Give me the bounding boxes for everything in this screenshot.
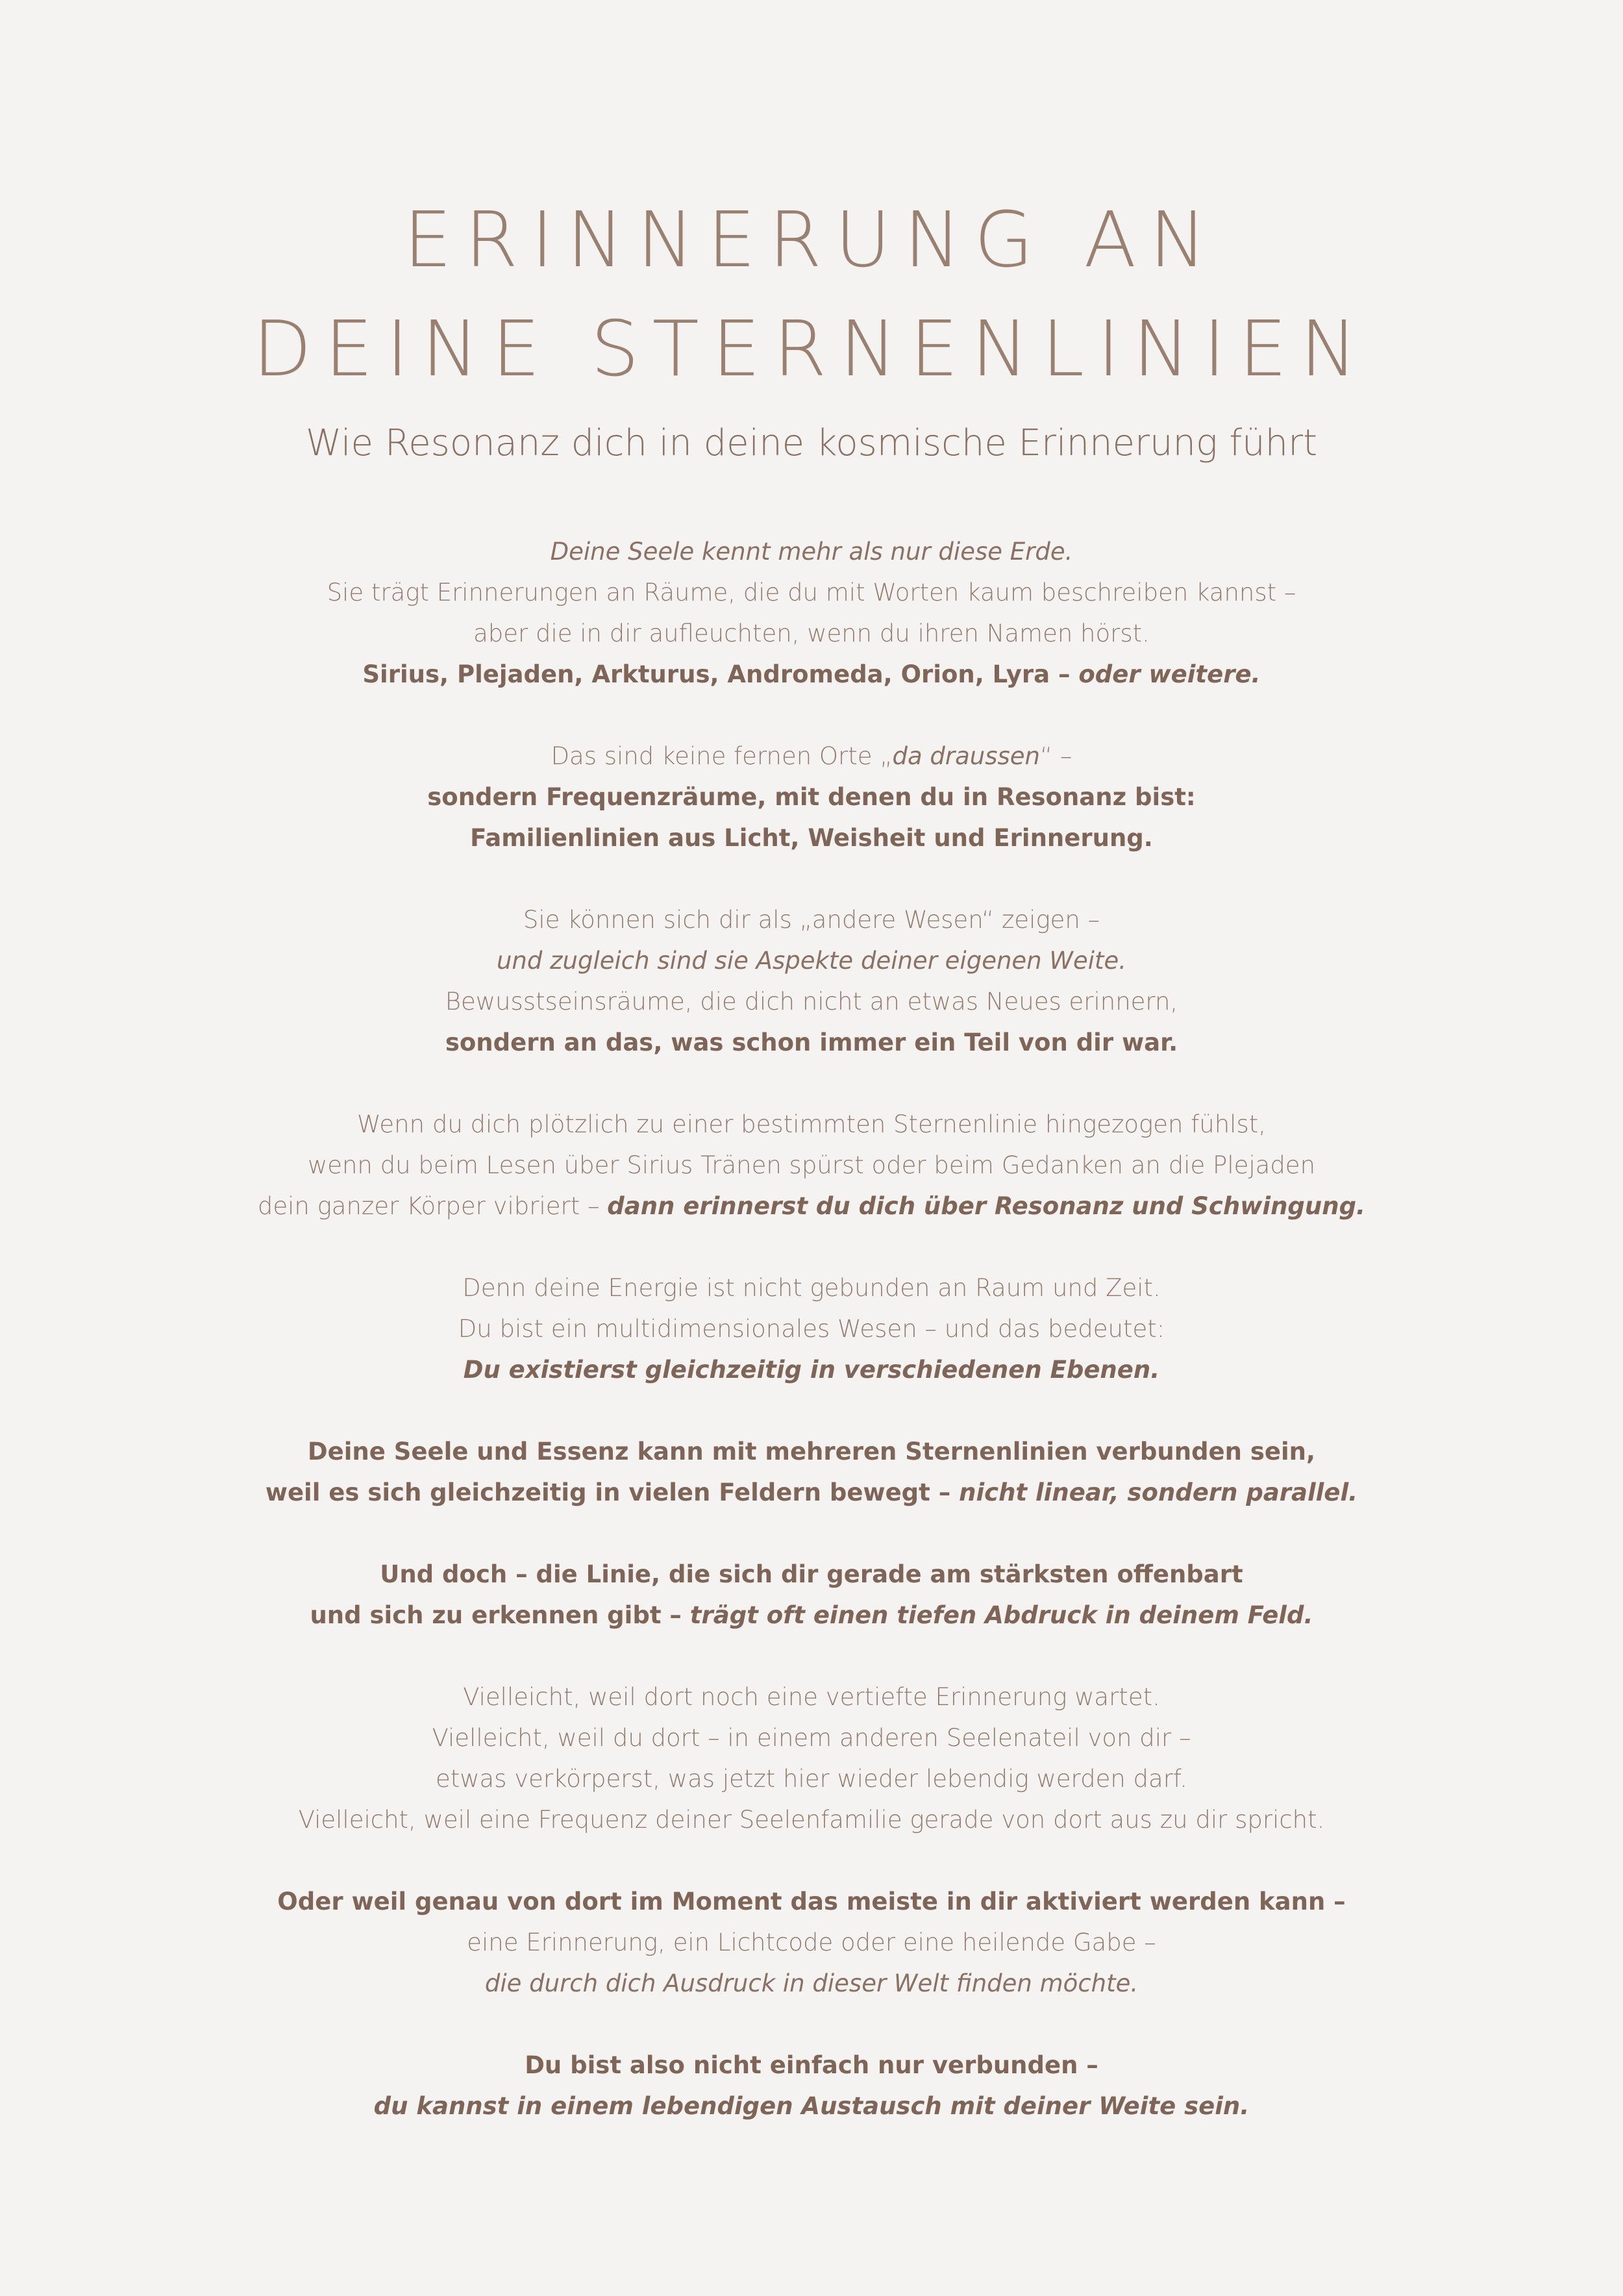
text-line	[0, 654, 1623, 695]
text-line	[0, 1717, 1623, 1758]
text-segment: sondern an das, was schon immer ein Teil von dir war.	[445, 1029, 1178, 1056]
paragraph	[0, 1431, 1623, 1513]
text-line	[0, 1963, 1623, 2004]
text-line	[0, 572, 1623, 613]
text-segment: aber die in dir aufleuchten, wenn du ihren Namen hörst.	[473, 619, 1150, 647]
text-segment: eine Erinnerung, ein Lichtcode oder eine heilende Gabe –	[467, 1928, 1156, 1956]
text-segment: Sie trägt Erinnerungen an Räume, die du mit Worten kaum beschreiben kannst –	[327, 579, 1296, 606]
text-segment: Vielleicht, weil dort noch eine vertiefte Erinnerung wartet.	[463, 1683, 1160, 1711]
title-line-2: DEINE STERNENLINIEN	[253, 304, 1370, 393]
text-segment: Vielleicht, weil du dort – in einem anderen Seelenateil von dir –	[432, 1724, 1191, 1752]
text-segment: Oder weil genau von dort im Moment das meiste in dir aktiviert werden kann –	[277, 1888, 1346, 1915]
paragraph	[0, 1267, 1623, 1390]
title-line-1: ERINNERUNG AN	[403, 195, 1220, 284]
paragraph-gap	[0, 1636, 1623, 1677]
paragraph-gap	[0, 1390, 1623, 1431]
text-line	[0, 899, 1623, 940]
page-subtitle: Wie Resonanz dich in deine kosmische Erinnerung führt	[305, 422, 1318, 464]
text-segment: Familienlinien aus Licht, Weisheit und Erinnerung.	[470, 824, 1153, 852]
text-line	[0, 777, 1623, 817]
paragraph	[0, 1677, 1623, 1840]
text-line	[0, 2045, 1623, 2086]
text-line	[0, 1308, 1623, 1349]
text-line	[0, 736, 1623, 777]
text-line	[0, 2086, 1623, 2127]
text-segment: nicht linear, sondern parallel.	[959, 1479, 1358, 1506]
text-segment: Sirius, Plejaden, Arkturus, Andromeda, Orion, Lyra –	[362, 660, 1079, 688]
paragraph-gap	[0, 1063, 1623, 1104]
text-segment: dein ganzer Körper vibriert –	[257, 1192, 608, 1220]
text-line	[0, 1799, 1623, 1840]
text-segment: die durch dich Ausdruck in dieser Welt finden möchte.	[484, 1969, 1139, 1997]
paragraph-gap	[0, 1227, 1623, 1267]
text-line	[0, 1104, 1623, 1145]
text-segment: Deine Seele kennt mehr als nur diese Erde.	[550, 538, 1073, 566]
text-line	[0, 1349, 1623, 1390]
text-segment: Du existierst gleichzeitig in verschiedenen Ebenen.	[463, 1356, 1160, 1384]
text-line	[0, 1677, 1623, 1717]
paragraph-gap	[0, 858, 1623, 899]
text-line	[0, 531, 1623, 572]
text-line	[0, 1022, 1623, 1063]
text-line	[0, 1758, 1623, 1799]
text-line	[0, 1595, 1623, 1636]
paragraph	[0, 1554, 1623, 1636]
text-line	[0, 1145, 1623, 1186]
text-line	[0, 1922, 1623, 1963]
text-segment: Das sind keine fernen Orte „	[551, 742, 893, 770]
text-segment: oder weitere.	[1078, 660, 1261, 688]
text-segment: Du bist also nicht einfach nur verbunden –	[525, 2051, 1098, 2079]
text-segment: wenn du beim Lesen über Sirius Tränen spürst oder beim Gedanken an die Plejaden	[307, 1151, 1316, 1179]
paragraph	[0, 1104, 1623, 1227]
text-segment: Wenn du dich plötzlich zu einer bestimmten Sternenlinie hingezogen fühlst,	[357, 1110, 1266, 1138]
text-line	[0, 981, 1623, 1022]
text-segment: trägt oft einen tiefen Abdruck in deinem Feld.	[689, 1601, 1313, 1629]
text-segment: Deine Seele und Essenz kann mit mehreren Sternenlinien verbunden sein,	[307, 1438, 1316, 1466]
page-title	[0, 185, 1623, 403]
paragraph	[0, 899, 1623, 1063]
paragraph-gap	[0, 695, 1623, 736]
text-segment: Sie können sich dir als „andere Wesen“ zeigen –	[523, 906, 1100, 934]
text-segment: Vielleicht, weil eine Frequenz deiner Seelenfamilie gerade von dort aus zu dir spricht.	[298, 1806, 1325, 1834]
text-segment: Bewusstseinsräume, die dich nicht an etwas Neues erinnern,	[445, 988, 1178, 1016]
text-line	[0, 940, 1623, 981]
text-segment: Du bist ein multidimensionales Wesen – und das bedeutet:	[458, 1315, 1165, 1343]
paragraph	[0, 1881, 1623, 2004]
text-line	[0, 613, 1623, 654]
text-line	[0, 817, 1623, 858]
text-line	[0, 1554, 1623, 1595]
paragraph	[0, 2045, 1623, 2127]
text-segment: dann erinnerst du dich über Resonanz und Schwingung.	[607, 1192, 1366, 1220]
text-segment: “ –	[1039, 742, 1072, 770]
paragraph	[0, 736, 1623, 858]
text-line	[0, 1472, 1623, 1513]
paragraph-gap	[0, 1513, 1623, 1554]
text-segment: sondern Frequenzräume, mit denen du in Resonanz bist:	[427, 783, 1196, 811]
body-text	[0, 531, 1623, 2127]
text-segment: du kannst in einem lebendigen Austausch mit deiner Weite sein.	[373, 2092, 1250, 2120]
text-line	[0, 1186, 1623, 1227]
text-segment: und sich zu erkennen gibt –	[310, 1601, 690, 1629]
text-segment: da draussen	[892, 742, 1040, 770]
text-segment: Und doch – die Linie, die sich dir gerade am stärksten offenbart	[380, 1560, 1243, 1588]
text-segment: weil es sich gleichzeitig in vielen Feldern bewegt –	[265, 1479, 960, 1506]
paragraph-gap	[0, 2004, 1623, 2045]
text-line	[0, 1431, 1623, 1472]
text-segment: Denn deine Energie ist nicht gebunden an Raum und Zeit.	[462, 1274, 1161, 1302]
text-line	[0, 1881, 1623, 1922]
paragraph	[0, 531, 1623, 695]
text-segment: und zugleich sind sie Aspekte deiner eigenen Weite.	[496, 947, 1127, 975]
text-line	[0, 1267, 1623, 1308]
text-segment: etwas verkörperst, was jetzt hier wieder lebendig werden darf.	[435, 1765, 1188, 1793]
paragraph-gap	[0, 1840, 1623, 1881]
